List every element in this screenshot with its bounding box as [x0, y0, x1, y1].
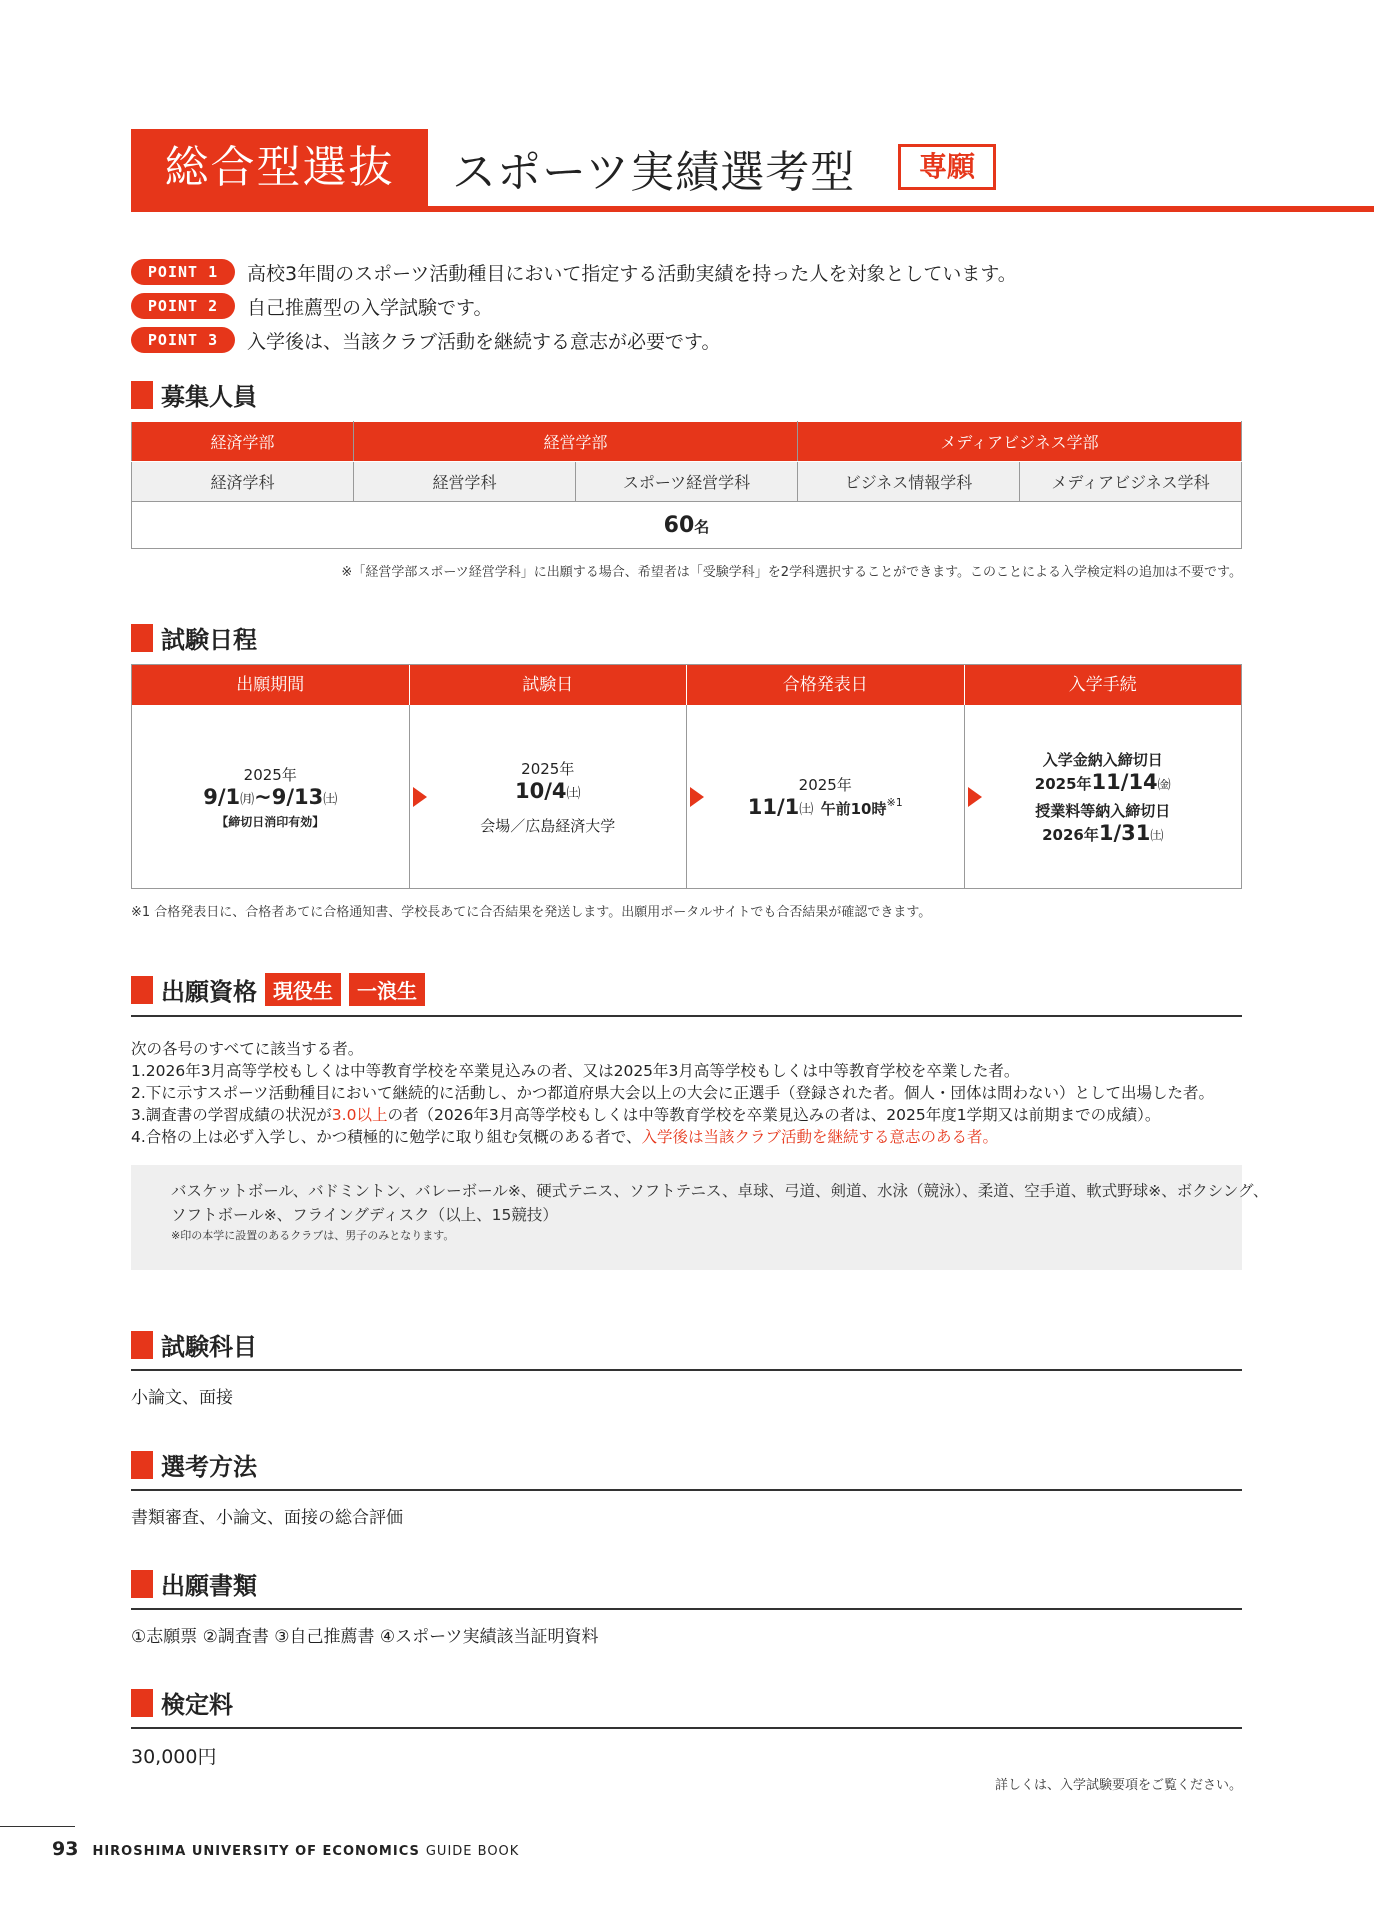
- schedule-table: [131, 664, 1242, 889]
- footer-rule: [0, 1826, 75, 1827]
- arrow-right-icon: [968, 787, 982, 807]
- enroll-label: 入学金納入締切日: [1042, 750, 1163, 769]
- department-cell: スポーツ経営学科: [576, 462, 798, 502]
- apply-year: 2025年: [243, 765, 297, 784]
- sports-list: ソフトボール※、フライングディスク（以上、15競技）: [171, 1206, 558, 1224]
- qualification-item: 2.下に示すスポーツ活動種目において継続的に活動し、かつ都道府県大会以上の大会に正選手（登録された者。個人・団体は問わない）として出場した者。: [131, 1084, 1215, 1102]
- faculty-cell: 経済学部: [132, 422, 354, 462]
- exclusive-badge: 専願: [898, 144, 996, 190]
- section-rule: [131, 1727, 1242, 1729]
- schedule-enroll-cell: [965, 705, 1242, 888]
- section-heading-method: [131, 1447, 257, 1482]
- section-marker: [131, 1451, 153, 1479]
- method-text: 書類審査、小論文、面接の総合評価: [131, 1508, 403, 1528]
- point-text: 入学後は、当該クラブ活動を継続する意志が必要です。: [247, 330, 721, 353]
- apply-note: 【締切日消印有効】: [216, 814, 325, 829]
- documents-text: ①志願票 ②調査書 ③自己推薦書 ④スポーツ実績該当証明資料: [131, 1627, 599, 1647]
- point-text: 高校3年間のスポーツ活動種目において指定する活動実績を持った人を対象としています。: [247, 262, 1017, 285]
- guide-book-label: GUIDE BOOK: [425, 1844, 520, 1859]
- arrow-right-icon: [413, 787, 427, 807]
- section-title: 募集人員: [161, 383, 257, 411]
- section-heading-subjects: [131, 1327, 257, 1362]
- enroll-date: 2025年11/14㈮: [1034, 769, 1171, 794]
- sports-note: ※印の本学に設置のあるクラブは、男子のみとなります。: [171, 1229, 455, 1242]
- point-badge: POINT 1: [131, 259, 235, 285]
- page-number: 93: [52, 1838, 79, 1860]
- qualification-intro: 次の各号のすべてに該当する者。: [131, 1040, 364, 1058]
- qualification-item: 1.2026年3月高等学校もしくは中等教育学校を卒業見込みの者、又は2025年3月高等学校もしくは中等教育学校を卒業した者。: [131, 1062, 1020, 1080]
- tag-one-year-ronin: 一浪生: [349, 973, 425, 1006]
- section-marker: [131, 1331, 153, 1359]
- section-marker: [131, 381, 153, 409]
- section-rule: [131, 1608, 1242, 1610]
- sports-list-box: [131, 1165, 1269, 1270]
- section-rule: [131, 1489, 1242, 1491]
- exam-year: 2025年: [521, 759, 575, 778]
- exam-venue: 会場／広島経済大学: [480, 816, 616, 835]
- section-title: 選考方法: [161, 1453, 257, 1481]
- schedule-exam-cell: [410, 705, 688, 888]
- section-marker: [131, 624, 153, 652]
- section-heading-qualification: [131, 972, 425, 1007]
- department-cell: 経済学科: [132, 462, 354, 502]
- header-rule: [131, 206, 1374, 212]
- department-cell: 経営学科: [354, 462, 576, 502]
- section-title: 試験日程: [161, 626, 257, 654]
- department-cell: メディアビジネス学科: [1020, 462, 1242, 502]
- arrow-right-icon: [690, 787, 704, 807]
- recruit-note: ※「経営学部スポーツ経営学科」に出願する場合、希望者は「受験学科」を2学科選択することができます。このことによる入学検定料の追加は不要です。: [341, 565, 1242, 580]
- qualification-item: 3.調査書の学習成績の状況が3.0以上の者（2026年3月高等学校もしくは中等教育学校を卒業見込みの者は、2025年度1学期又は前期までの成績）。: [131, 1106, 1161, 1124]
- result-year: 2025年: [798, 776, 852, 794]
- qualification-item: 4.合格の上は必ず入学し、かつ積極的に勉学に取り組む気概のある者で、入学後は当該クラブ活動を継続する意志のある者。: [131, 1128, 998, 1146]
- apply-dates: 9/1㈪~9/13㈯: [203, 784, 338, 809]
- section-rule: [131, 1369, 1242, 1371]
- section-heading-documents: [131, 1566, 257, 1601]
- section-marker: [131, 976, 153, 1004]
- point-text: 自己推薦型の入学試験です。: [247, 296, 493, 319]
- details-note: 詳しくは、入学試験要項をご覧ください。: [994, 1778, 1242, 1793]
- schedule-header: 合格発表日: [687, 665, 965, 705]
- page-footer: [52, 1838, 519, 1860]
- points-list: [131, 255, 1017, 357]
- faculty-cell: 経営学部: [354, 422, 798, 462]
- section-marker: [131, 1689, 153, 1717]
- section-rule: [131, 1015, 1242, 1017]
- point-badge: POINT 3: [131, 327, 235, 353]
- schedule-header: 試験日: [410, 665, 688, 705]
- result-date: 11/1㈯ 午前10時$^{※1}$: [747, 795, 903, 819]
- point-item: [131, 255, 1017, 289]
- page-title: スポーツ実績選考型: [452, 147, 856, 198]
- point-item: [131, 289, 1017, 323]
- sports-list: バスケットボール、バドミントン、バレーボール※、硬式テニス、ソフトテニス、卓球、弓道、剣道、水泳（競泳）、柔道、空手道、軟式野球※、ボクシング、: [171, 1182, 1269, 1200]
- section-title: 検定料: [161, 1691, 233, 1719]
- tuition-label: 授業料等納入締切日: [1035, 801, 1171, 820]
- tag-current-student: 現役生: [265, 973, 341, 1006]
- section-marker: [131, 1570, 153, 1598]
- schedule-header: 出願期間: [132, 665, 410, 705]
- section-title: 出願書類: [161, 1572, 257, 1600]
- exam-date: 10/4㈯: [514, 778, 581, 803]
- section-title: 試験科目: [161, 1333, 257, 1361]
- capacity-unit: 名: [694, 517, 710, 536]
- qualification-text: [131, 1038, 1214, 1148]
- fee-text: 30,000円: [131, 1746, 217, 1768]
- section-heading-fee: [131, 1685, 233, 1720]
- section-heading-recruit: [131, 377, 257, 412]
- section-title: 出願資格: [161, 978, 257, 1006]
- faculty-cell: メディアビジネス学部: [798, 422, 1242, 462]
- point-badge: POINT 2: [131, 293, 235, 319]
- university-name: HIROSHIMA UNIVERSITY OF ECONOMICS: [92, 1844, 420, 1859]
- recruit-table: [131, 421, 1242, 549]
- capacity-count: 60: [663, 512, 695, 538]
- section-heading-schedule: [131, 620, 257, 655]
- schedule-result-cell: [687, 705, 965, 888]
- point-item: [131, 323, 1017, 357]
- department-cell: ビジネス情報学科: [798, 462, 1020, 502]
- tuition-date: 2026年1/31㈯: [1042, 820, 1164, 845]
- capacity-cell: [132, 502, 1242, 549]
- schedule-note: ※1 合格発表日に、合格者あてに合格通知書、学校長あてに合否結果を発送します。出願用ポータルサイトでも合否結果が確認できます。: [131, 905, 932, 920]
- subjects-text: 小論文、面接: [131, 1388, 233, 1408]
- schedule-header: 入学手続: [965, 665, 1242, 705]
- schedule-apply-cell: [132, 705, 410, 888]
- category-banner: 総合型選抜: [131, 129, 428, 206]
